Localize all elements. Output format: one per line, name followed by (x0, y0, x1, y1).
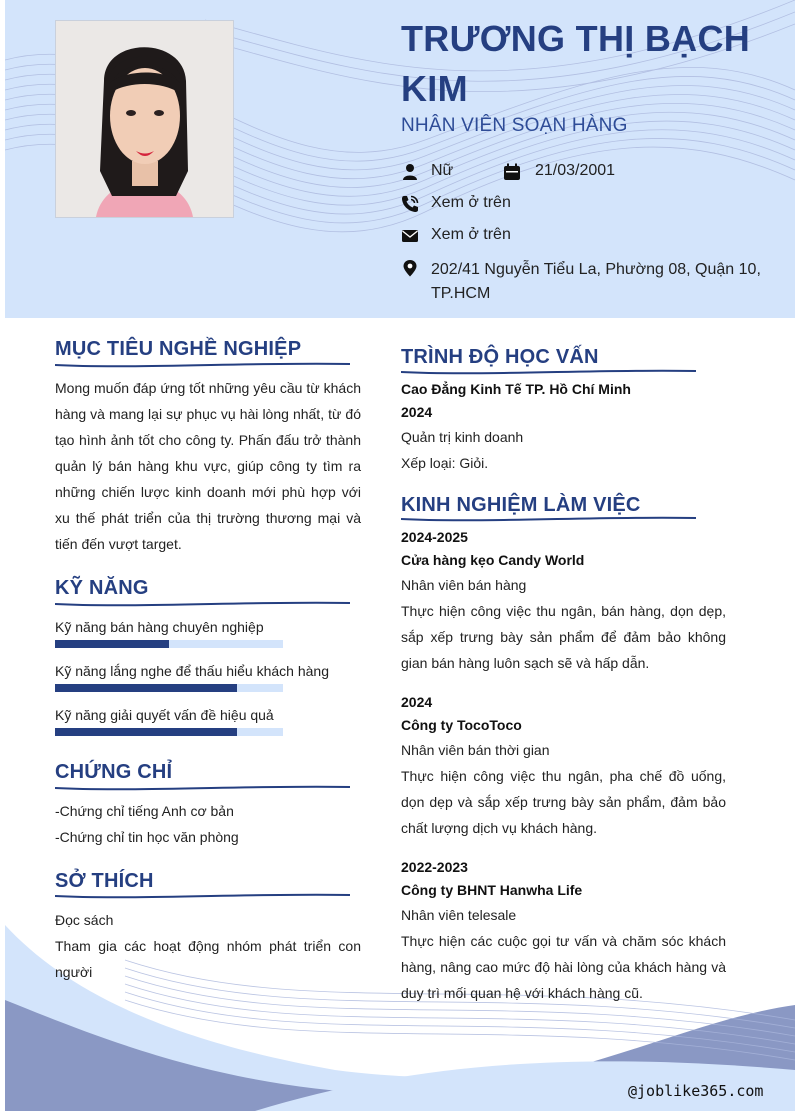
hobby-item: Tham gia các hoạt động nhóm phát triển con người (55, 938, 361, 980)
location-pin-icon (401, 259, 419, 277)
candidate-name: TRƯƠNG THỊ BẠCH KIM (401, 18, 751, 109)
portrait-illustration (56, 21, 233, 217)
job-company: Công ty BHNT Hanwha Life (401, 882, 583, 898)
skill-bar-fill (55, 684, 237, 692)
phone-value: Xem ở trên (431, 194, 511, 211)
skill-bar (55, 684, 283, 692)
job-description: Thực hiện công việc thu ngân, bán hàng, dọn dẹp, sắp xếp trưng bày sản phẩm để đảm bảo không gian bán hàng luôn sạch sẽ và hấp dẫn. (401, 603, 726, 671)
job-role: Nhân viên bán thời gian (401, 742, 550, 758)
header (5, 0, 795, 318)
education-underline (401, 367, 701, 377)
profile-photo (55, 20, 234, 218)
job-description: Thực hiện công việc thu ngân, pha chế đồ uống, dọn dẹp và sắp xếp trưng bày sản phẩm, đảm bảo chất lượng dịch vụ khách hàng. (401, 768, 726, 836)
job-period: 2024 (401, 694, 433, 710)
education-major: Quản trị kinh doanh (401, 429, 524, 445)
job-period: 2024-2025 (401, 529, 468, 545)
birthdate-value: 21/03/2001 (535, 162, 616, 179)
gender-value: Nữ (431, 162, 454, 179)
calendar-icon (503, 163, 521, 181)
email-value: Xem ở trên (431, 226, 511, 243)
skill-label: Kỹ năng lắng nghe để thấu hiểu khách hàng (55, 663, 330, 679)
person-icon (401, 163, 419, 181)
job-role: Nhân viên telesale (401, 907, 517, 923)
skill-label: Kỹ năng giải quyết vấn đề hiệu quả (55, 707, 274, 723)
job-company: Công ty TocoToco (401, 717, 522, 733)
skill-label: Kỹ năng bán hàng chuyên nghiệp (55, 619, 264, 635)
objective-heading: MỤC TIÊU NGHỀ NGHIỆP (55, 338, 302, 360)
objective-underline (55, 360, 355, 370)
job-company: Cửa hàng kẹo Candy World (401, 552, 585, 568)
experience-underline (401, 514, 701, 524)
job-title: NHÂN VIÊN SOẠN HÀNG (401, 115, 628, 136)
certificate-item: -Chứng chỉ tin học văn phòng (55, 829, 239, 845)
skill-bar (55, 640, 283, 648)
watermark-text: @joblike365.com (628, 1082, 764, 1100)
job-period: 2022-2023 (401, 859, 468, 875)
certificates-heading: CHỨNG CHỈ (55, 761, 173, 783)
envelope-icon (401, 227, 419, 245)
address-value: 202/41 Nguyễn Tiểu La, Phường 08, Quận 10, TP.HCM (431, 261, 761, 302)
skills-underline (55, 599, 355, 609)
education-school: Cao Đẳng Kinh Tế TP. Hồ Chí Minh (401, 381, 631, 397)
job-role: Nhân viên bán hàng (401, 577, 527, 593)
certificate-item: -Chứng chỉ tiếng Anh cơ bản (55, 803, 234, 819)
hobbies-heading: SỞ THÍCH (55, 870, 154, 892)
hobby-item: Đọc sách (55, 912, 114, 928)
skills-heading: KỸ NĂNG (55, 577, 149, 599)
phone-icon (401, 195, 419, 213)
objective-text: Mong muốn đáp ứng tốt những yêu cầu từ khách hàng và mang lại sự phục vụ hài lòng nhất, từ đó tạo hình ảnh tốt cho công ty. Phấn đấu trở thành quản lý bán hàng khu vực, giúp công ty tìm ra những chiến lược kinh doanh mới phù hợp với xu thế phát triển của thị trường thương mại và tiến đến vượt target. (55, 380, 361, 552)
experience-heading: KINH NGHIỆM LÀM VIỆC (401, 494, 641, 516)
education-heading: TRÌNH ĐỘ HỌC VẤN (401, 346, 599, 368)
education-grade: Xếp loại: Giỏi. (401, 455, 489, 471)
job-description: Thực hiện các cuộc gọi tư vấn và chăm sóc khách hàng, nâng cao mức độ hài lòng của khách hàng và duy trì mối quan hệ với khách hàng cũ. (401, 933, 726, 1001)
skill-bar-fill (55, 728, 237, 736)
resume-page (5, 0, 795, 1111)
hobbies-underline (55, 891, 355, 901)
skill-bar (55, 728, 283, 736)
certificates-underline (55, 783, 355, 793)
education-year: 2024 (401, 404, 433, 420)
skill-bar-fill (55, 640, 169, 648)
